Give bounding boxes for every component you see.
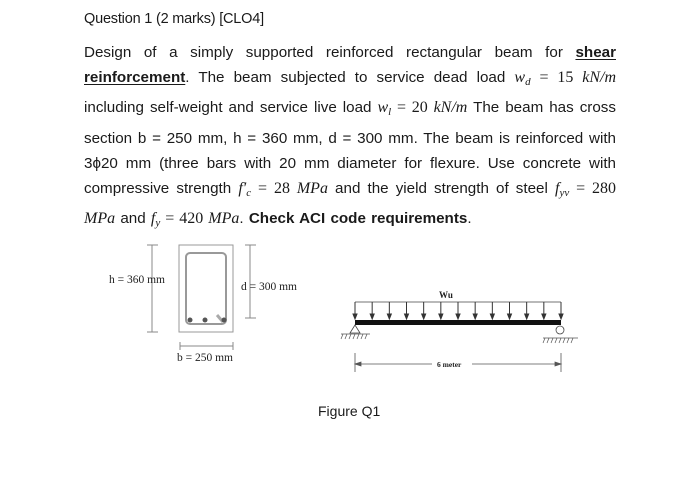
text: including self-weight and service live load	[84, 99, 378, 117]
figure-caption: Figure Q1	[318, 403, 381, 419]
emphasis-check-aci: Check ACI code requirements	[248, 210, 468, 228]
distributed-load-arrows	[353, 302, 563, 319]
b-label: b = 250 mm	[177, 352, 234, 364]
text: . The beam subjected to service dead load	[185, 69, 515, 87]
h-label: h = 360 mm	[109, 274, 166, 286]
b-dimension-line	[180, 342, 233, 350]
text: The beam has cross section b = 250 mm, h = 360 mm, d = 300 mm. The beam is reinforced with 3ϕ20 mm (three bars with 20 mm diameter for flexure. Use concrete with compressive strength	[84, 99, 616, 198]
beam-member	[355, 320, 561, 325]
d-label: d = 300 mm	[241, 281, 298, 293]
rebar	[188, 318, 193, 323]
pin-support	[350, 325, 360, 333]
question-title: Question 1 (2 marks) [CLO4]	[84, 11, 264, 27]
text: .	[467, 210, 472, 228]
dead-load-expression: $w_d = 15$ kN/m	[514, 69, 616, 89]
text: and	[115, 210, 151, 228]
h-dimension-line	[147, 245, 158, 332]
ground-hatch-right	[543, 338, 578, 343]
span-label: 6 meter	[437, 360, 462, 369]
rebar	[203, 318, 208, 323]
ground-hatch-left	[341, 334, 370, 339]
text: .	[239, 210, 249, 228]
text: Design of a simply supported reinforced rectangular beam for	[84, 44, 576, 61]
load-label-wu: Wu	[439, 290, 453, 300]
fy-expression: $f_y = 420$ MPa	[150, 210, 240, 230]
emphasis-shear-reinforcement: shear reinforcement	[84, 44, 616, 87]
live-load-expression: $w_l = 20$ kN/m	[377, 99, 468, 119]
fyv-expression: $f_{yv} = 280$ MPa	[84, 180, 616, 228]
beam-cross-section	[109, 245, 297, 364]
fc-expression: $f'_c = 28$ MPa	[238, 180, 328, 200]
text: and the yield strength of steel	[327, 180, 555, 198]
roller-support	[556, 326, 564, 334]
rebar	[222, 318, 227, 323]
simply-supported-beam	[341, 290, 578, 372]
